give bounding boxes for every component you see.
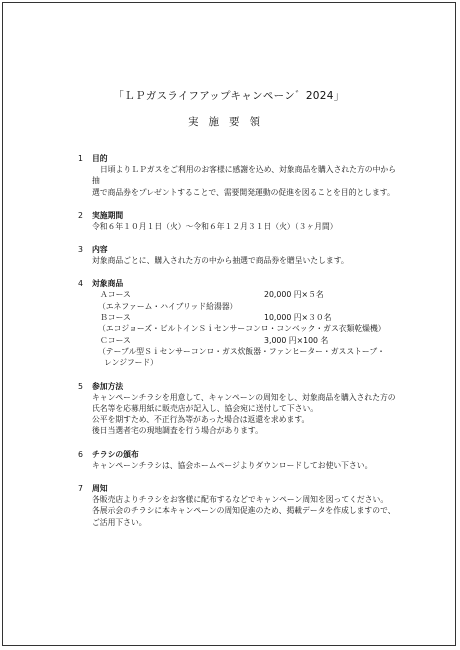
body-line: 対象商品ごとに、購入された方の中から抽選で商品券を贈呈いたします。 (92, 256, 349, 266)
body-line: ご活用下さい。 (92, 517, 147, 527)
course-name: Ｃコース (100, 335, 131, 345)
document-subtitle: 実施要領 (188, 116, 270, 128)
course-prize: 3,000 円×100 名 (264, 335, 329, 345)
body-line: 選で商品券をプレゼントすることで、需要開発運動の促進を図ることを目的とします。 (92, 187, 395, 197)
section-number: 4 (78, 279, 83, 289)
sections (78, 153, 398, 540)
course-b (92, 312, 398, 323)
section-flyer (78, 449, 398, 471)
body-line: 氏名等を応募用紙に販売店が記入し、協会宛に送付して下さい。 (92, 403, 319, 413)
section-heading (78, 449, 398, 460)
section-heading (78, 153, 398, 164)
body-line: キャンペーンチラシは、協会ホームページよりダウンロードしてお使い下さい。 (92, 460, 373, 470)
section-body (78, 460, 398, 471)
course-a (92, 289, 398, 300)
body-line: キャンペーンチラシを用意して、キャンペーンの周知をし、対象商品を購入された方の (92, 392, 396, 402)
section-content (78, 244, 398, 266)
section-number: 1 (78, 154, 83, 163)
section-body (78, 164, 398, 198)
section-title: チラシの頒布 (92, 449, 139, 459)
section-number: 2 (78, 210, 83, 220)
section-title: 参加方法 (92, 381, 124, 391)
section-number: 3 (78, 245, 83, 255)
course-note-continued: レンジフード） (104, 358, 158, 368)
section-heading (78, 483, 398, 494)
document-page (2, 2, 456, 646)
document-title: 「ＬＰガスライフアップキャンペーン゛2024」 (113, 90, 345, 102)
body-line: 公平を期すため、不正行為等があった場合は返還を求めます。 (92, 415, 310, 425)
course-prize: 10,000 円×３０名 (264, 313, 332, 323)
course-name: Ｂコース (100, 313, 131, 323)
section-number: 6 (78, 449, 83, 459)
section-heading (78, 381, 398, 392)
section-notice (78, 483, 398, 528)
section-heading (78, 278, 398, 289)
body-line: 令和６年１０月１日（火）～令和６年１２月３１日（火）（３ヶ月間） (92, 221, 338, 231)
section-purpose (78, 153, 398, 198)
section-title: 目的 (92, 154, 108, 163)
course-prize: 20,000 円×５名 (264, 290, 324, 300)
section-title: 対象商品 (92, 279, 124, 289)
section-heading (78, 244, 398, 255)
course-note: （エコジョーズ・ビルトインＳｉセンサーコンロ・コンベック・ガス衣類乾燥機） (98, 324, 386, 334)
section-body (78, 221, 398, 232)
body-line: 各販売店よりチラシをお客様に配布するなどでキャンペーン周知を図ってください。 (92, 495, 389, 505)
section-products (78, 278, 398, 368)
section-title: 内容 (92, 245, 108, 255)
section-title: 周知 (92, 484, 108, 494)
section-number: 7 (78, 484, 83, 494)
course-note: （テーブル型Ｓｉセンサーコンロ・ガス炊飯器・ファンヒーター・ガスストーブ・ (98, 346, 385, 356)
section-body (78, 255, 398, 266)
section-participation (78, 381, 398, 437)
course-name: Ａコース (100, 290, 131, 300)
body-line: 各展示会のチラシに本キャンペーンの周知促進のため、掲載データを作成しますので、 (92, 506, 396, 516)
section-number: 5 (78, 381, 83, 391)
section-heading (78, 210, 398, 221)
section-body (78, 392, 398, 437)
section-body (78, 289, 398, 368)
section-period (78, 210, 398, 232)
section-title: 実施期間 (92, 210, 124, 220)
course-note: （エネファーム・ハイブリッド給湯器） (98, 301, 238, 311)
body-line: 日頃よりＬＰガスをご利用のお客様に感謝を込め、対象商品を購入された方の中から抽 (92, 165, 396, 186)
section-body (78, 494, 398, 528)
body-line: 後日当選者宅の現地調査を行う場合があります。 (92, 426, 263, 436)
course-c (92, 335, 398, 346)
